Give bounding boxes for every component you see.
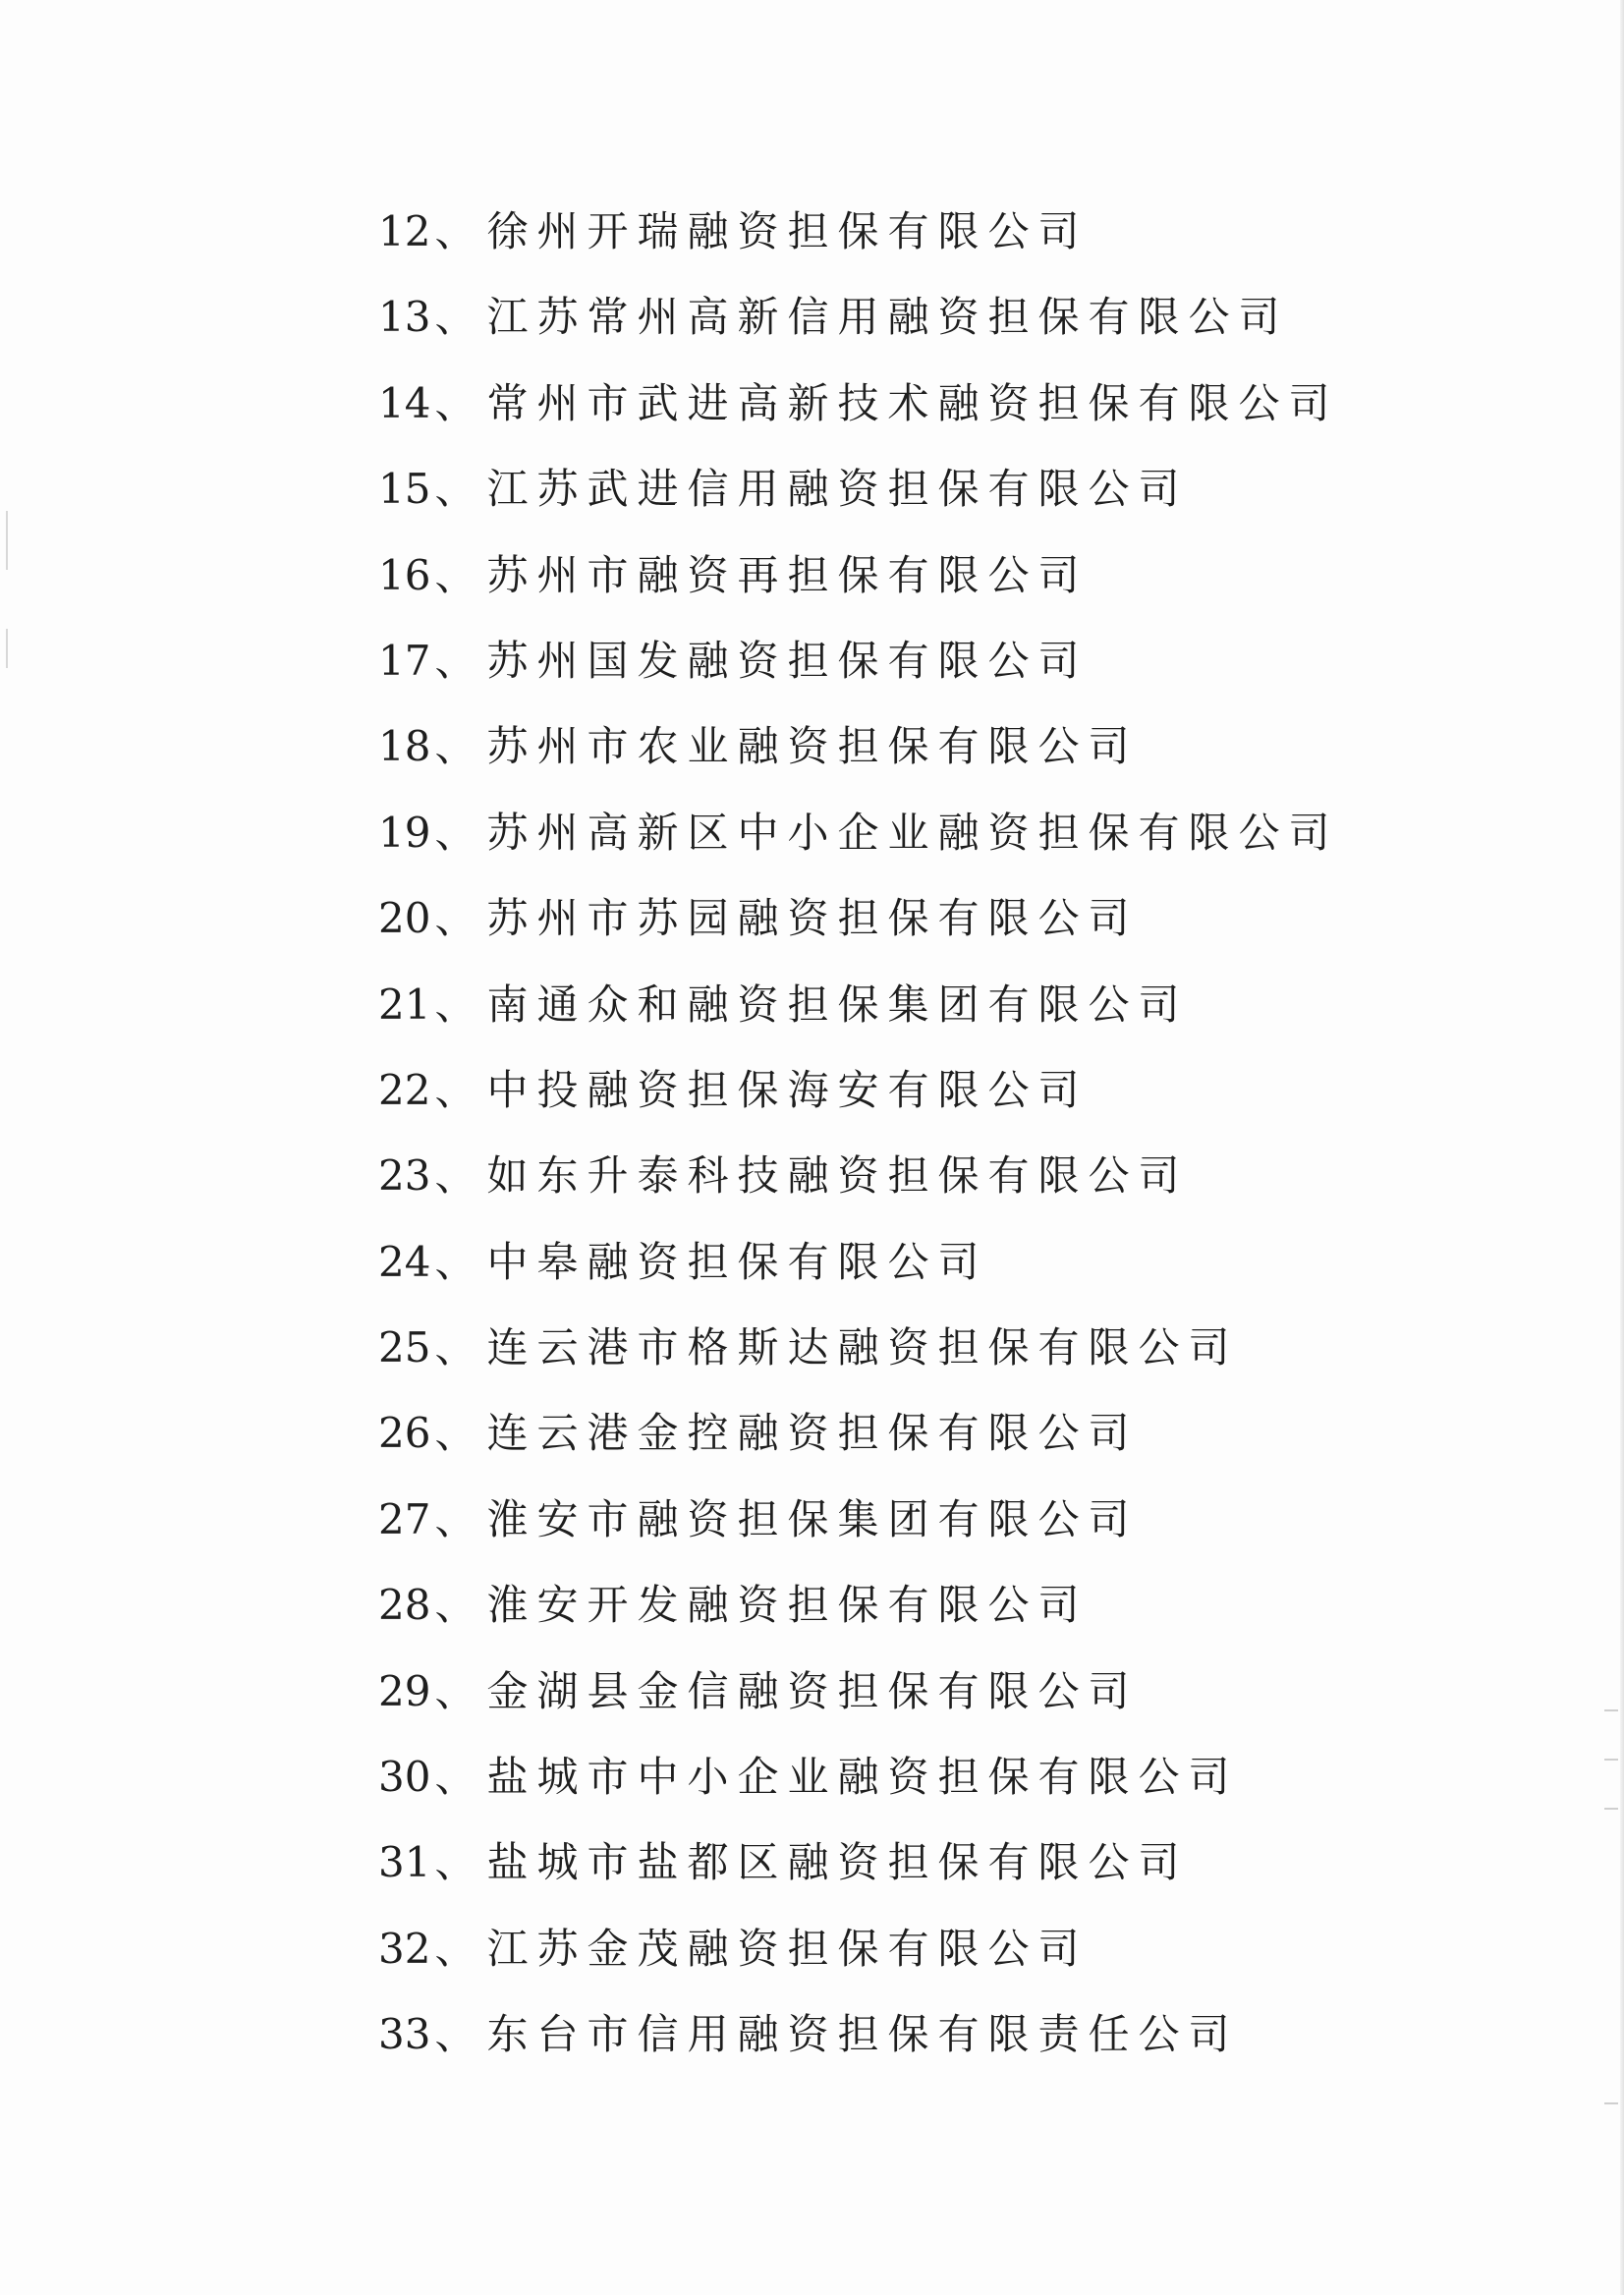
company-name: 盐城市中小企业融资担保有限公司 [486, 1753, 1239, 1802]
list-item [378, 1734, 1338, 1819]
item-number: 29 [378, 1666, 431, 1715]
item-separator: 、 [434, 1237, 485, 1286]
item-number: 25 [378, 1323, 431, 1372]
item-number: 28 [378, 1581, 431, 1630]
scan-mark [1604, 1709, 1618, 1711]
list-item [378, 790, 1338, 875]
company-list [378, 189, 1338, 2078]
list-item [378, 962, 1338, 1047]
item-separator: 、 [434, 207, 485, 255]
item-number: 33 [378, 2010, 431, 2059]
list-item [378, 1906, 1338, 1991]
item-separator: 、 [434, 636, 485, 685]
item-number: 26 [378, 1409, 431, 1458]
company-name: 中投融资担保海安有限公司 [486, 1065, 1089, 1114]
item-separator: 、 [434, 1924, 485, 1973]
company-name: 淮安市融资担保集团有限公司 [486, 1494, 1139, 1543]
item-separator: 、 [434, 1409, 485, 1458]
item-separator: 、 [434, 1323, 485, 1372]
list-item [378, 361, 1338, 446]
list-item [378, 1562, 1338, 1648]
company-name: 常州市武进高新技术融资担保有限公司 [486, 378, 1339, 427]
list-item [378, 1047, 1338, 1133]
item-separator: 、 [434, 293, 485, 342]
company-name: 苏州国发融资担保有限公司 [486, 636, 1089, 685]
company-name: 连云港金控融资担保有限公司 [486, 1409, 1139, 1458]
list-item [378, 1477, 1338, 1562]
company-name: 东台市信用融资担保有限责任公司 [486, 2010, 1239, 2059]
list-item [378, 446, 1338, 532]
item-separator: 、 [434, 1838, 485, 1887]
item-number: 13 [378, 293, 431, 342]
list-item [378, 1991, 1338, 2077]
list-item [378, 532, 1338, 618]
item-number: 30 [378, 1753, 431, 1802]
list-item [378, 703, 1338, 789]
item-number: 21 [378, 980, 431, 1029]
company-name: 江苏金茂融资担保有限公司 [486, 1924, 1089, 1973]
scan-edge [1620, 0, 1624, 2295]
item-number: 22 [378, 1065, 431, 1114]
item-number: 23 [378, 1151, 431, 1201]
item-separator: 、 [434, 722, 485, 771]
item-number: 16 [378, 550, 431, 599]
company-name: 苏州市融资再担保有限公司 [486, 550, 1089, 599]
item-separator: 、 [434, 1151, 485, 1201]
item-number: 27 [378, 1494, 431, 1543]
item-separator: 、 [434, 1065, 485, 1114]
list-item [378, 1305, 1338, 1390]
item-number: 17 [378, 636, 431, 685]
list-item [378, 274, 1338, 360]
company-name: 苏州市苏园融资担保有限公司 [486, 894, 1139, 943]
list-item [378, 1390, 1338, 1476]
company-name: 盐城市盐都区融资担保有限公司 [486, 1838, 1189, 1887]
list-item [378, 1819, 1338, 1905]
list-item [378, 1133, 1338, 1218]
company-name: 苏州高新区中小企业融资担保有限公司 [486, 808, 1339, 857]
scan-mark [6, 511, 8, 570]
list-item [378, 189, 1338, 274]
scan-mark [1604, 1808, 1618, 1810]
item-number: 14 [378, 378, 431, 427]
company-name: 江苏常州高新信用融资担保有限公司 [486, 293, 1289, 342]
company-name: 金湖县金信融资担保有限公司 [486, 1666, 1139, 1715]
item-separator: 、 [434, 550, 485, 599]
item-number: 24 [378, 1237, 431, 1286]
company-name: 苏州市农业融资担保有限公司 [486, 722, 1139, 771]
list-item [378, 618, 1338, 703]
list-item [378, 1649, 1338, 1734]
scan-mark [1604, 1759, 1618, 1761]
item-separator: 、 [434, 1666, 485, 1715]
company-name: 中皋融资担保有限公司 [486, 1237, 988, 1286]
item-number: 12 [378, 207, 431, 255]
list-item [378, 1219, 1338, 1305]
scan-mark [6, 629, 8, 668]
company-name: 江苏武进信用融资担保有限公司 [486, 465, 1189, 514]
item-separator: 、 [434, 980, 485, 1029]
item-number: 15 [378, 465, 431, 514]
item-number: 19 [378, 808, 431, 857]
item-number: 20 [378, 894, 431, 943]
item-separator: 、 [434, 894, 485, 943]
item-separator: 、 [434, 1494, 485, 1543]
item-number: 32 [378, 1924, 431, 1973]
item-separator: 、 [434, 1581, 485, 1630]
item-number: 31 [378, 1838, 431, 1887]
company-name: 南通众和融资担保集团有限公司 [486, 980, 1189, 1029]
item-separator: 、 [434, 378, 485, 427]
company-name: 徐州开瑞融资担保有限公司 [486, 207, 1089, 255]
item-number: 18 [378, 722, 431, 771]
company-name: 淮安开发融资担保有限公司 [486, 1581, 1089, 1630]
item-separator: 、 [434, 1753, 485, 1802]
item-separator: 、 [434, 465, 485, 514]
list-item [378, 875, 1338, 961]
item-separator: 、 [434, 808, 485, 857]
company-name: 如东升泰科技融资担保有限公司 [486, 1151, 1189, 1201]
scan-mark [1604, 2102, 1618, 2104]
item-separator: 、 [434, 2010, 485, 2059]
company-name: 连云港市格斯达融资担保有限公司 [486, 1323, 1239, 1372]
